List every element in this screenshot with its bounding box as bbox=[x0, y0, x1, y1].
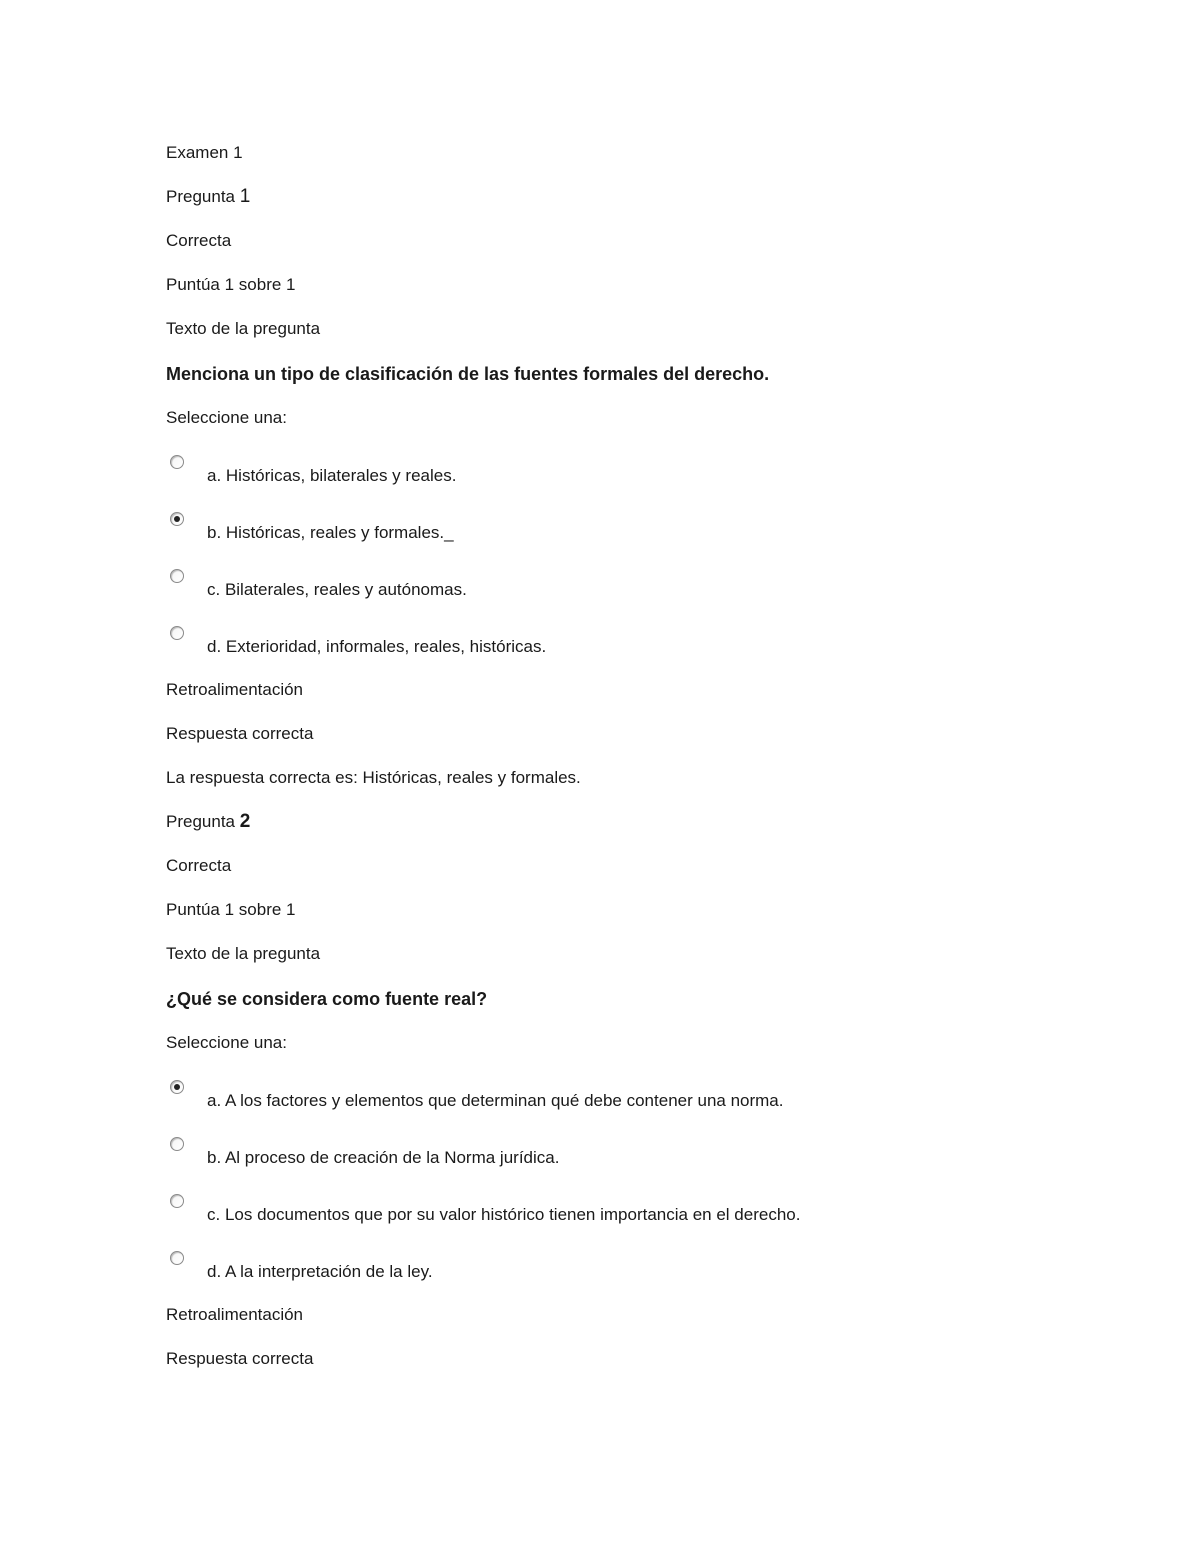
question-2-status: Correcta bbox=[166, 856, 232, 875]
option-label: d. A la interpretación de la ley. bbox=[207, 1262, 433, 1281]
radio-button[interactable] bbox=[170, 1251, 184, 1265]
question-1-correct-answer: La respuesta correcta es: Históricas, reales y formales. bbox=[166, 768, 581, 787]
question-1-option-c[interactable] bbox=[166, 569, 1066, 609]
question-1-option-a[interactable] bbox=[166, 455, 1066, 495]
question-1-score: Puntúa 1 sobre 1 bbox=[166, 275, 296, 294]
question-1-text-label: Texto de la pregunta bbox=[166, 319, 321, 338]
question-2-label: Pregunta bbox=[166, 812, 235, 831]
question-2-text: ¿Qué se considera como fuente real? bbox=[166, 989, 488, 1009]
question-2-number: 2 bbox=[239, 811, 251, 832]
question-1-option-b[interactable] bbox=[166, 512, 1066, 552]
question-1-status: Correcta bbox=[166, 231, 232, 250]
question-2-option-d[interactable] bbox=[166, 1251, 1066, 1291]
question-2-option-b[interactable] bbox=[166, 1137, 1066, 1177]
question-1-number: 1 bbox=[239, 186, 251, 207]
question-2-option-c[interactable] bbox=[166, 1194, 1066, 1234]
option-label: a. Históricas, bilaterales y reales. bbox=[207, 466, 457, 485]
question-2-feedback-label: Retroalimentación bbox=[166, 1305, 304, 1324]
radio-button[interactable] bbox=[170, 455, 184, 469]
option-label: c. Los documentos que por su valor histórico tienen importancia en el derecho. bbox=[207, 1205, 801, 1224]
option-label: c. Bilaterales, reales y autónomas. bbox=[207, 580, 467, 599]
radio-button[interactable] bbox=[170, 1137, 184, 1151]
question-1-option-d[interactable] bbox=[166, 626, 1066, 666]
radio-button-selected[interactable] bbox=[170, 1080, 184, 1094]
radio-button[interactable] bbox=[170, 626, 184, 640]
radio-dot-icon bbox=[174, 516, 180, 522]
radio-button-selected[interactable] bbox=[170, 512, 184, 526]
question-2-heading bbox=[166, 811, 250, 833]
question-1-heading bbox=[166, 186, 250, 208]
question-2-text-label: Texto de la pregunta bbox=[166, 944, 321, 963]
question-2-select-prompt: Seleccione una: bbox=[166, 1033, 287, 1052]
question-1-select-prompt: Seleccione una: bbox=[166, 408, 287, 427]
question-2-option-a[interactable] bbox=[166, 1080, 1066, 1120]
exam-title: Examen 1 bbox=[166, 143, 243, 162]
radio-button[interactable] bbox=[170, 569, 184, 583]
option-label: a. A los factores y elementos que determinan qué debe contener una norma. bbox=[207, 1091, 784, 1110]
option-label: b. Históricas, reales y formales._ bbox=[207, 523, 454, 542]
question-2-score: Puntúa 1 sobre 1 bbox=[166, 900, 296, 919]
radio-button[interactable] bbox=[170, 1194, 184, 1208]
question-2-feedback-result: Respuesta correcta bbox=[166, 1349, 314, 1368]
question-1-feedback-result: Respuesta correcta bbox=[166, 724, 314, 743]
question-1-label: Pregunta bbox=[166, 187, 235, 206]
question-1-feedback-label: Retroalimentación bbox=[166, 680, 304, 699]
question-1-text: Menciona un tipo de clasificación de las fuentes formales del derecho. bbox=[166, 364, 770, 384]
option-label: d. Exterioridad, informales, reales, históricas. bbox=[207, 637, 547, 656]
radio-dot-icon bbox=[174, 1084, 180, 1090]
option-label: b. Al proceso de creación de la Norma jurídica. bbox=[207, 1148, 560, 1167]
